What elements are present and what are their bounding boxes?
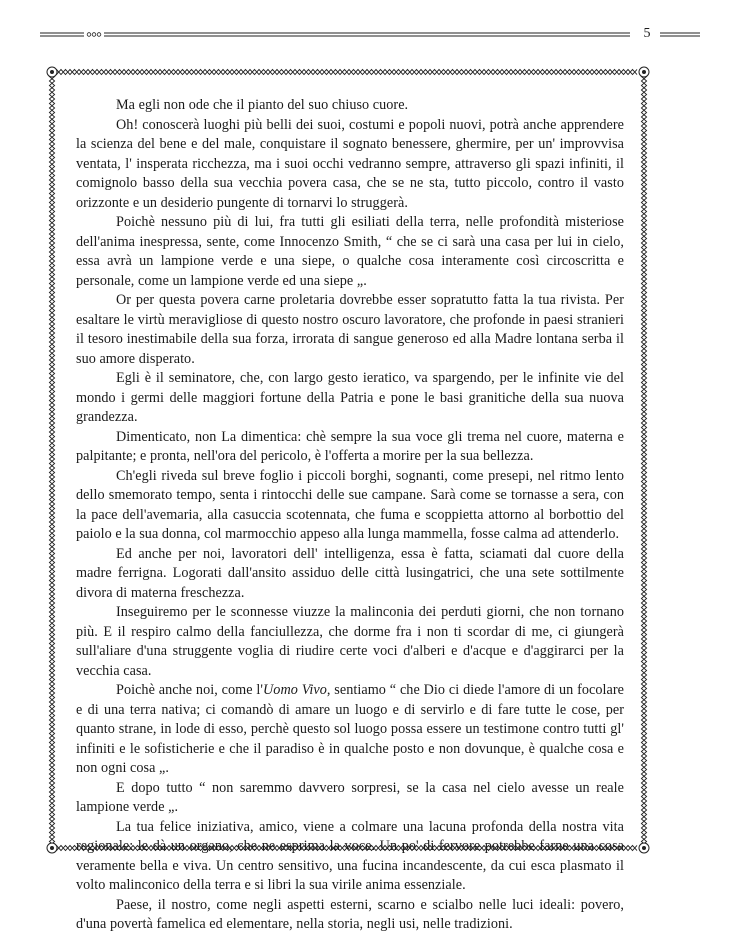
paragraph: La tua felice iniziativa, amico, viene a colmare una lacuna profonda della nostra vita regionale: le dà un organo, che ne esprima la voce. Un po' di fervore potrebbe farne una cosa veramente bella e viva. Un centro sensitivo, una fucina incandescente, da cui esca plasmato il volto malinconico della terra e si libri la sua virile anima essenziale.: [76, 818, 624, 893]
paragraph: Inseguiremo per le sconnesse viuzze la malinconia dei perduti giorni, che non tornano più. E il respiro calmo della fanciullezza, che dorme fra i non ti scordar di me, ci giungerà sull'aliare d'una struggente voglia di riudire certe voci d'alberi e d'acque e d'aggirarci per la vecchia casa.: [76, 604, 624, 679]
article-body: [76, 96, 624, 935]
quote-lead: Poichè anche noi, come l': [116, 682, 263, 698]
paragraph: Egli è il seminatore, che, con largo gesto ieratico, va spargendo, per le infinite vie del mondo i germi delle maggiori fortune della Patria e pone le basi granitiche della sua nuova grandezza.: [76, 370, 624, 425]
paragraph: Ma egli non ode che il pianto del suo chiuso cuore.: [116, 97, 409, 113]
paragraph: Or per questa povera carne proletaria dovrebbe esser sopratutto fatta la tua rivista. Per esaltare le virtù meravigliose di questo nostro oscuro lavoratore, che profonde in paesi stranieri il tesoro inestimabile della sua forza, irrorata di sangue generoso ed alla Madre lontana serba il suo amore disperato.: [76, 292, 624, 367]
paragraph: Ch'egli riveda sul breve foglio i piccoli borghi, sognanti, come presepi, nel ritmo lento dello smemorato tempo, senta i rintocchi delle sue campane. Sarà come se tornasse a sera, con la pace dell'avemaria, alla casuccia scotennata, che fuma e scoppietta attorno al borbottio del paiolo e la sua donna, col marmocchio appeso alla lunga mammella, fosse calma ad attenderlo.: [76, 467, 624, 542]
page-header: [40, 24, 700, 46]
corner-rosette-center: [642, 70, 646, 74]
corner-rosette-center: [642, 846, 646, 850]
page-number: 5: [643, 26, 651, 41]
paragraph: Poichè nessuno più di lui, fra tutti gli esiliati della terra, nelle profondità misteriose dell'anima inespressa, sente, come Innocenzo Smith, “ che se ci sarà una casa per lui in cielo, essa avrà un lampione verde e una siepe, o qualche cosa interamente così circoscritta e personale, come un lampione verde ed una siepe „.: [76, 214, 624, 289]
paragraph: Paese, il nostro, come negli aspetti esterni, scarno e scialbo nelle luci ideali: povero, d'una povertà famelica ed elementare, nella storia, negli usi, nelle tradizioni.: [76, 896, 624, 932]
quote-paragraph: [76, 681, 624, 779]
paragraph: Ed anche per noi, lavoratori dell' intelligenza, essa è fatta, sciamati dal cuore della madre ferrigna. Logorati dall'ansito assiduo delle città lusingatrici, che una sete sottilmente divora di materna freschezza.: [76, 545, 624, 601]
paragraph: Dimenticato, non La dimentica: chè sempre la sua voce gli trema nel cuore, materna e palpitante; e pronta, nell'ora del pericolo, è l'offerta a morire per la sua bellezza.: [76, 428, 624, 464]
book-title: Uomo Vivo: [263, 682, 327, 698]
corner-rosette-center: [50, 70, 54, 74]
quote-body: , sentiamo “ che Dio ci diede l'amore di un focolare e di una terra nativa; ci comandò di amare un luogo e di servirlo e di fare tutte le cose, per quanto strane, in lode di esso, perchè questo sol luogo possa essere un testimone contro tutti gl' infiniti e le sofisticherie e che il paradiso è in qualche posto e non dovunque, è qualche cosa e non ogni cosa „.: [76, 682, 624, 776]
paragraph: Oh! conoscerà luoghi più belli dei suoi, costumi e popoli nuovi, potrà anche apprendere la scienza del bene e del male, conquistare il sognato benessere, ghermire, per un' improvvisa ventata, l' insperata ricchezza, ma i suoi occhi vedranno sempre, attraverso gli spazi infiniti, il comignolo basso della sua vecchia povera casa, che se ne sta, tutto piccolo, contro il vasto orizzonte e un desiderio pungente di tornarvi lo struggerà.: [76, 116, 624, 211]
paragraph: E dopo tutto “ non saremmo davvero sorpresi, se la casa nel cielo avesse un reale lampione verde „.: [76, 779, 624, 815]
corner-rosette-center: [50, 846, 54, 850]
header-rule: [40, 24, 700, 46]
frame-top-wave: [52, 69, 637, 74]
